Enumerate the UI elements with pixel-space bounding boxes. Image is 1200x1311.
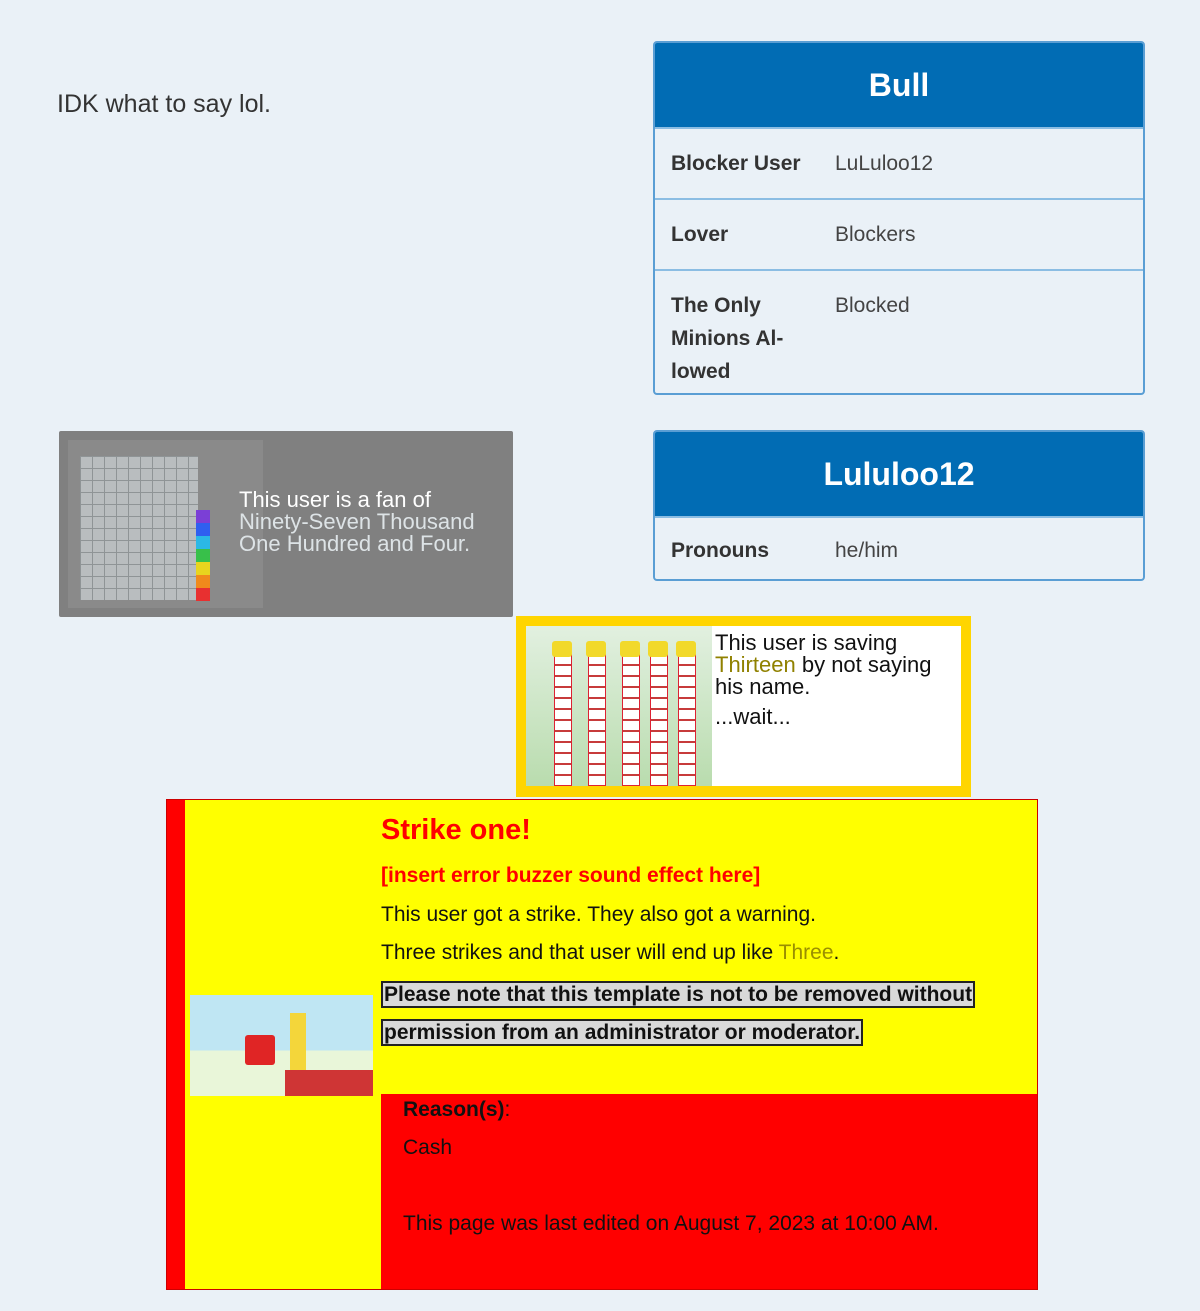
- thirteen-text: [715, 632, 960, 728]
- color-block: [196, 536, 210, 549]
- strike-template: [166, 799, 1038, 1290]
- red-figure: [245, 1035, 275, 1065]
- infobox-title: Bull: [655, 43, 1143, 127]
- yellow-figure: [290, 1013, 306, 1077]
- infobox-bull: [653, 41, 1145, 395]
- infobox-row-pronouns: [655, 516, 1143, 581]
- color-block: [196, 562, 210, 575]
- color-block: [196, 588, 210, 601]
- strike-note: [381, 976, 1021, 1052]
- strike-line1: This user got a strike. They also got a warning.: [381, 903, 816, 926]
- reason-label: Reason(s): [403, 1098, 505, 1121]
- strike-note-text: Please note that this template is not to be removed without permission from an administrator or moderator.: [381, 981, 975, 1046]
- infobox-value: he/him: [835, 539, 899, 562]
- infobox-title: Lululoo12: [655, 432, 1143, 516]
- thirteen-prefix: This user is saving: [715, 630, 898, 655]
- reason-colon: :: [504, 1098, 511, 1121]
- strike-title: Strike one!: [381, 814, 531, 846]
- tower-figure: [622, 654, 640, 786]
- tower-figure: [678, 654, 696, 786]
- strike-line2: [381, 941, 839, 965]
- thirteen-inner: [526, 626, 961, 786]
- thirteen-wait: ...wait...: [715, 704, 791, 729]
- thirteen-suffix: by not saying his name.: [715, 652, 932, 699]
- intro-text: IDK what to say lol.: [57, 90, 271, 118]
- infobox-row-only-minions: [655, 269, 1143, 395]
- infobox-lululoo12: [653, 430, 1145, 581]
- strike-subtitle: [insert error buzzer sound effect here]: [381, 864, 761, 887]
- infobox-row-lover: [655, 198, 1143, 269]
- infobox-value: Blocked: [835, 294, 910, 317]
- last-edited: This page was last edited on August 7, 2023 at 10:00 AM.: [403, 1212, 939, 1235]
- infobox-label: Blocker User: [671, 152, 801, 175]
- strike-line2-suffix: .: [833, 941, 840, 964]
- thirteen-userbox: [516, 616, 971, 797]
- fan-text: [239, 489, 499, 555]
- strike-left-panel: [185, 800, 381, 1289]
- infobox-value: Blockers: [835, 223, 916, 246]
- infobox-label: The Only Minions Al-lowed: [671, 294, 784, 383]
- tower-figure: [554, 654, 572, 786]
- color-block: [196, 575, 210, 588]
- strike-line2-highlight: Three: [778, 941, 834, 964]
- strike-image: [190, 995, 373, 1096]
- numberblock-grid-image: [68, 440, 263, 608]
- strike-reasons: [403, 1098, 1023, 1236]
- grid-figure: [80, 456, 198, 600]
- thirteen-highlight: Thirteen: [715, 652, 796, 677]
- fan-line1: This user is a fan of: [239, 487, 431, 512]
- color-stack: [196, 510, 210, 601]
- color-block: [196, 523, 210, 536]
- red-floor: [285, 1070, 373, 1096]
- strike-line2-prefix: Three strikes and that user will end up like: [381, 941, 774, 964]
- infobox-row-blocker-user: [655, 127, 1143, 198]
- reason-value: Cash: [403, 1136, 453, 1159]
- tower-figure: [650, 654, 668, 786]
- strike-message-panel: [381, 800, 1037, 1094]
- infobox-label: Pronouns: [671, 539, 769, 562]
- infobox-label: Lover: [671, 223, 729, 246]
- thirteen-image: [526, 626, 712, 786]
- fan-highlight: Ninety-Seven Thousand One Hundred and Four.: [239, 509, 475, 556]
- color-block: [196, 510, 210, 523]
- color-block: [196, 549, 210, 562]
- infobox-value: LuLuloo12: [835, 152, 934, 175]
- tower-figure: [588, 654, 606, 786]
- fan-userbox: [59, 431, 513, 617]
